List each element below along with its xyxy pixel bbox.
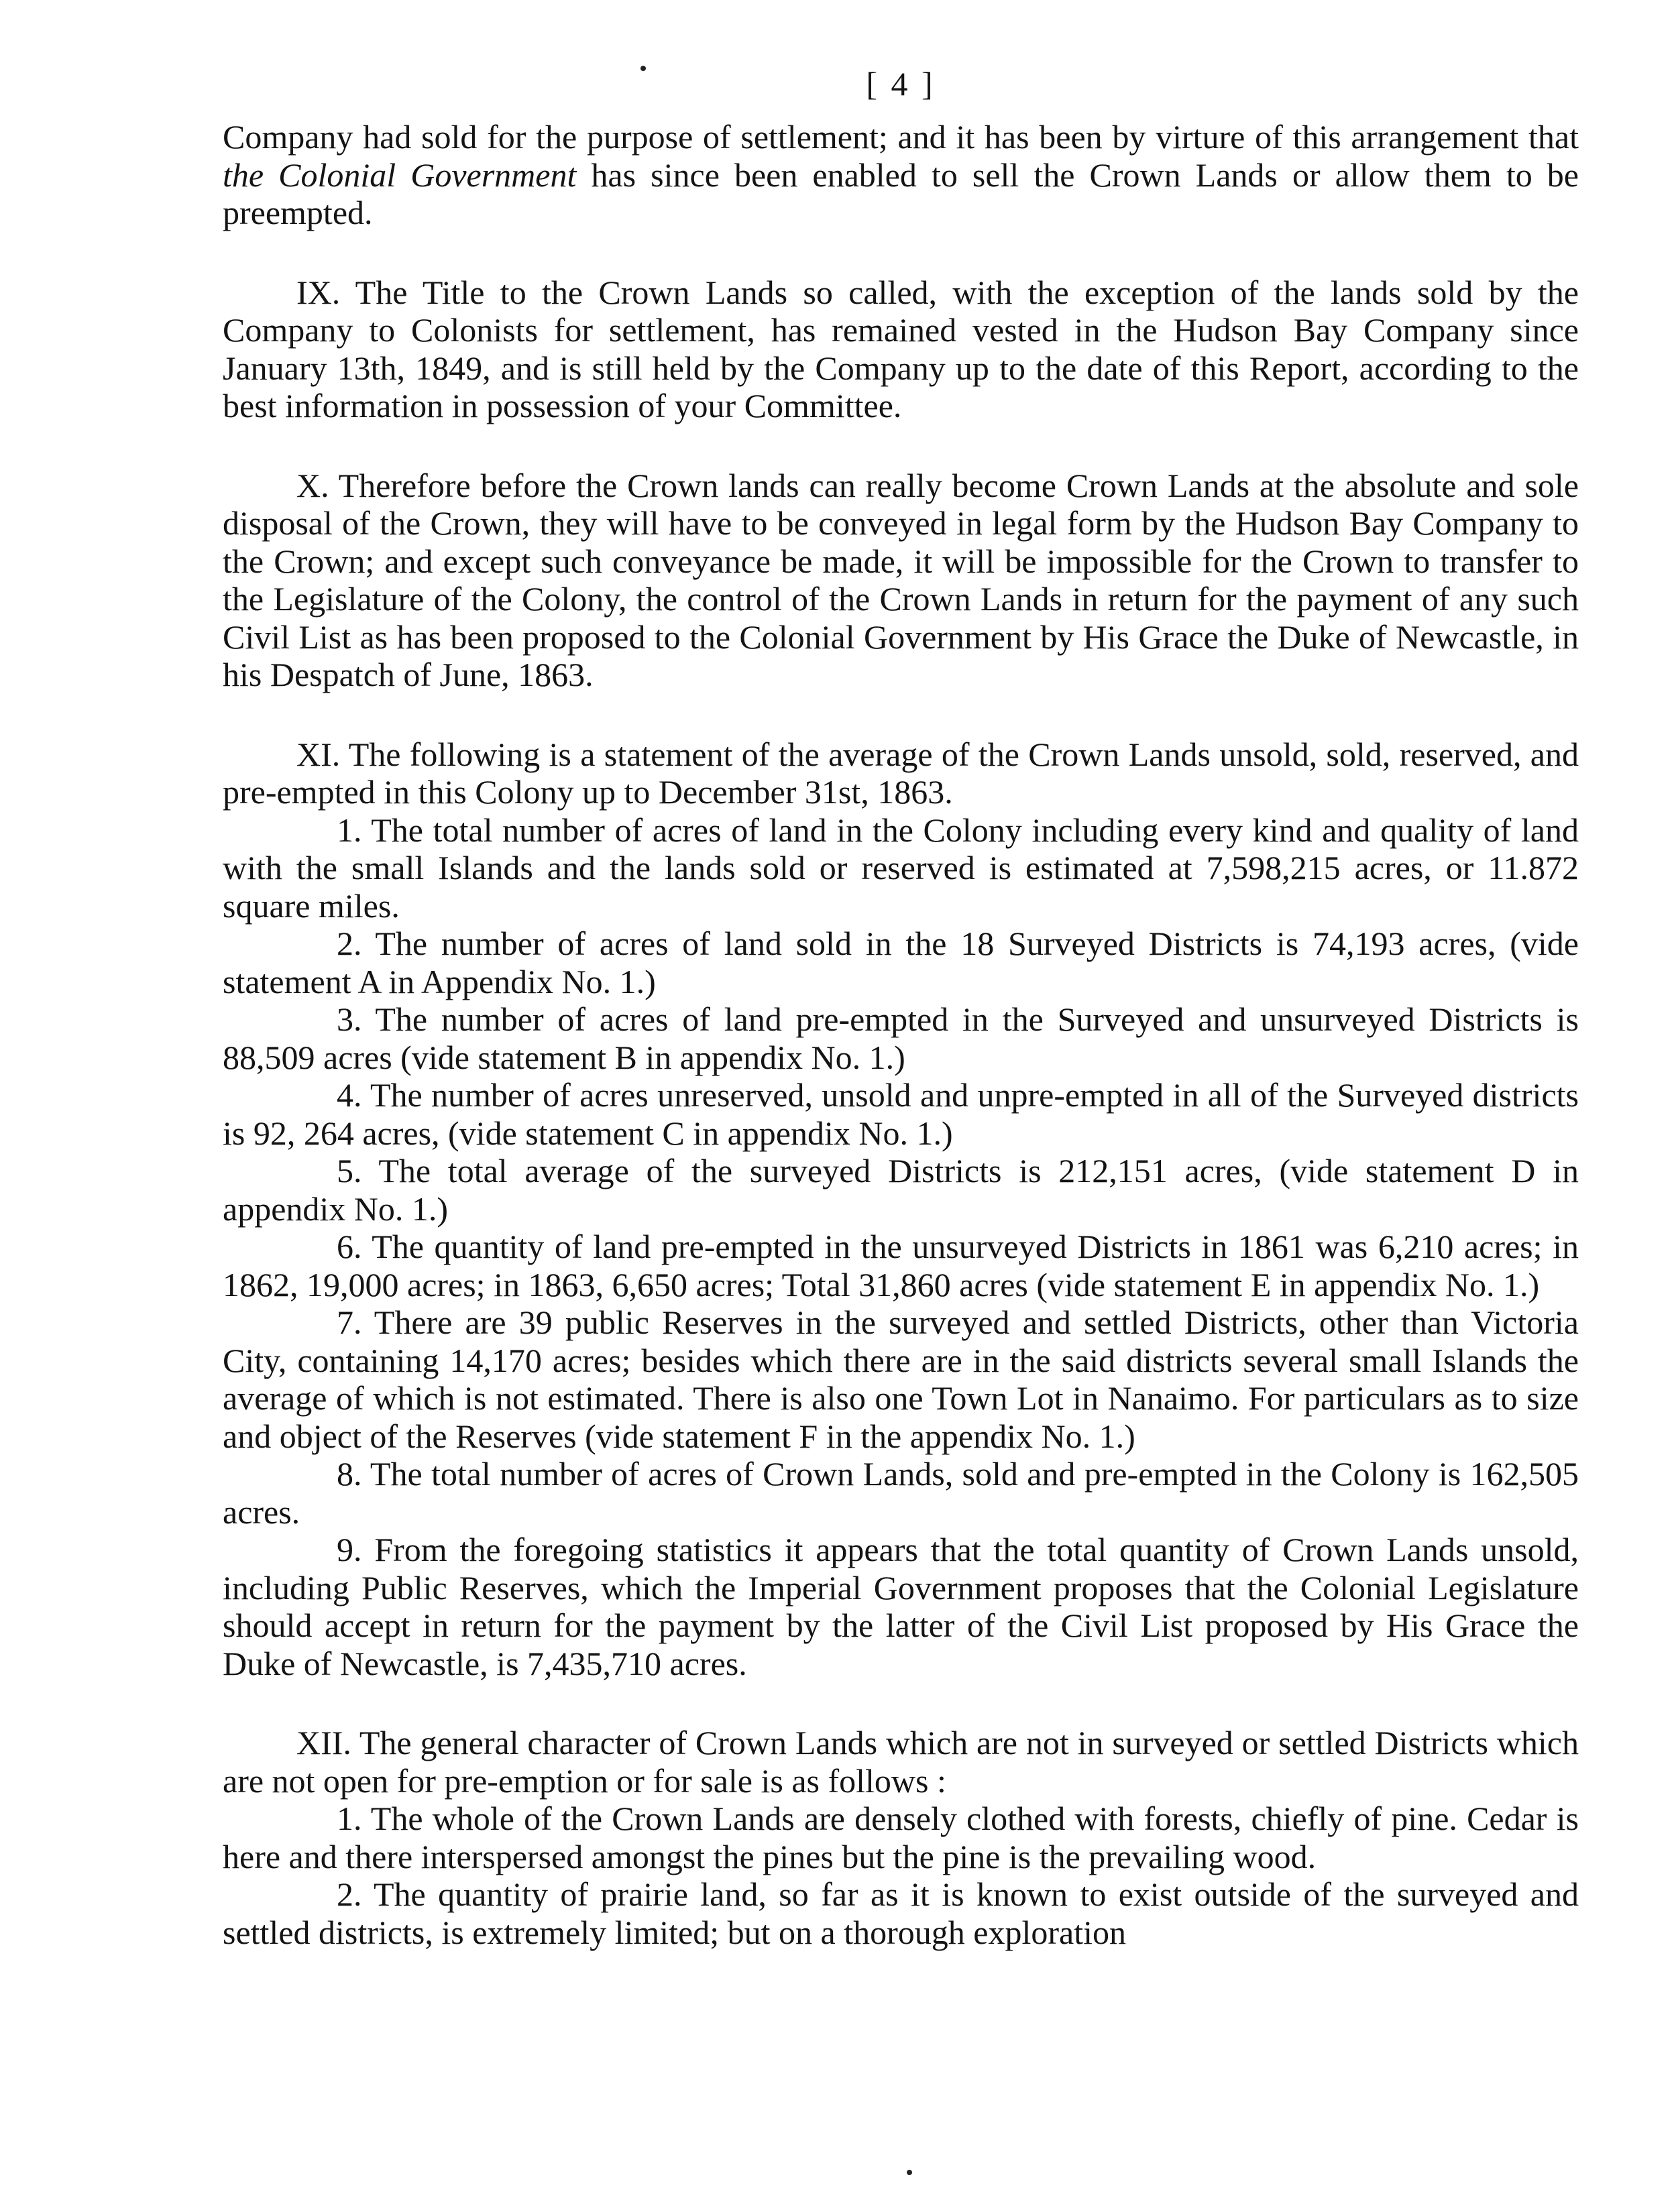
section-xi-item: 5. The total average of the surveyed Districts is 212,151 acres, (vide statement D in appendix No. 1.) (223, 1152, 1579, 1228)
ink-speck (907, 2170, 912, 2175)
section-xi-item: 6. The quantity of land pre-empted in the unsurveyed Districts in 1861 was 6,210 acres; in 1862, 19,000 acres; in 1863, 6,650 acres; Total 31,860 acres (vide statement E in appendix No. 1.) (223, 1228, 1579, 1303)
section-xi-item: 7. There are 39 public Reserves in the surveyed and settled Districts, other than Victoria City, containing 14,170 acres; besides which there are in the said districts several small Islands the average of which is not estimated. There is also one Town Lot in Nanaimo. For particulars as to size and object of the Reserves (vide statement F in the appendix No. 1.) (223, 1303, 1579, 1455)
section-xi-item: 8. The total number of acres of Crown Lands, sold and pre-empted in the Colony is 162,505 acres. (223, 1455, 1579, 1531)
section-xii-intro: XII. The general character of Crown Lands which are not in surveyed or settled Districts which are not open for pre-emption or for sale is as follows : (223, 1724, 1579, 1800)
section-x: X. Therefore before the Crown lands can really become Crown Lands at the absolute and sole disposal of the Crown, they will have to be conveyed in legal form by the Hudson Bay Company to the Crown; and except such conveyance be made, it will be impossible for the Crown to transfer to the Legislature of the Colony, the control of the Crown Lands in return for the payment of any such Civil List as has been proposed to the Colonial Government by His Grace the Duke of Newcastle, in his Despatch of June, 1863. (223, 466, 1579, 693)
section-xii-item: 1. The whole of the Crown Lands are densely clothed with forests, chiefly of pine. Cedar is here and there interspersed amongst the pines but the pine is the prevailing wood. (223, 1800, 1579, 1875)
section-ix: IX. The Title to the Crown Lands so called, with the exception of the lands sold by the Company to Colonists for settlement, has remained vested in the Hudson Bay Company since January 13th, 1849, and is still held by the Company up to the date of this Report, according to the best information in possession of your Committee. (223, 273, 1579, 424)
section-xii-item: 2. The quantity of prairie land, so far as it is known to exist outside of the surveyed and settled districts, is extremely limited; but on a thorough exploration (223, 1875, 1579, 1951)
page-number: [ 4 ] (866, 65, 936, 103)
section-xi-item: 1. The total number of acres of land in the Colony including every kind and quality of land with the small Islands and the lands sold or reserved is estimated at 7,598,215 acres, or 11.872 square miles. (223, 811, 1579, 925)
section-xi-item: 2. The number of acres of land sold in the 18 Surveyed Districts is 74,193 acres, (vide statement A in Appendix No. 1.) (223, 925, 1579, 1000)
italic-phrase: the Colonial Government (223, 156, 577, 194)
document-page (223, 64, 1579, 1951)
section-xi-intro: XI. The following is a statement of the average of the Crown Lands unsold, sold, reserved, and pre-empted in this Colony up to December 31st, 1863. (223, 735, 1579, 811)
section-xi-item: 4. The number of acres unreserved, unsold and unpre-empted in all of the Surveyed districts is 92, 264 acres, (vide statement C in appendix No. 1.) (223, 1076, 1579, 1152)
section-xi-item: 3. The number of acres of land pre-empted in the Surveyed and unsurveyed Districts is 88,509 acres (vide statement B in appendix No. 1.) (223, 1000, 1579, 1076)
continuation-paragraph (223, 118, 1579, 232)
continuation-text: Company had sold for the purpose of settlement; and it has been by virture of this arrangement that (223, 118, 1579, 156)
section-xi-item: 9. From the foregoing statistics it appears that the total quantity of Crown Lands unsold, including Public Reserves, which the Imperial Government proposes that the Colonial Legislature should accept in return for the payment by the latter of the Civil List proposed by His Grace the Duke of Newcastle, is 7,435,710 acres. (223, 1531, 1579, 1682)
continuation-text-end: has since been enabled to sell the Crown Lands or allow them to be preempted. (223, 156, 1579, 231)
